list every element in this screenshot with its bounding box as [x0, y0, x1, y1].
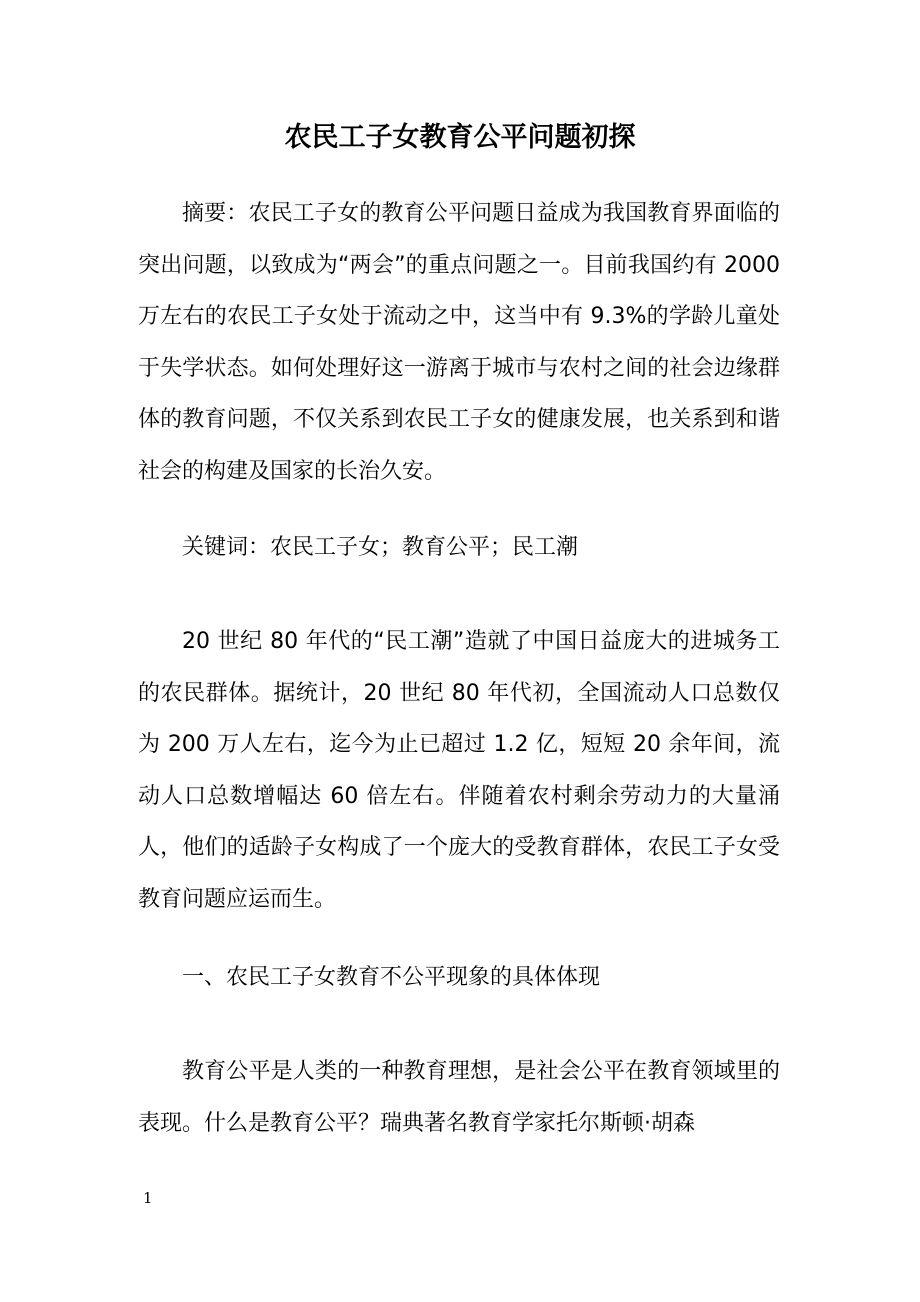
- intro-paragraph: 20 世纪 80 年代的“民工潮”造就了中国日益庞大的进城务工的农民群体。据统计，20 世纪 80 年代初，全国流动人口总数仅为 200 万人左右，迄今为止已超过 1.2 亿，短短 20 余年间，流动人口总数增幅达 60 倍左右。伴随着农村剩余劳动力的大量涌人，他们的适龄子女构成了一个庞大的受教育群体，农民工子女受教育问题应运而生。: [138, 629, 780, 912]
- section-heading: 一、农民工子女教育不公平现象的具体体现: [182, 965, 601, 990]
- keywords-paragraph: 关键词：农民工子女；教育公平；民工潮: [182, 535, 579, 560]
- abstract-paragraph: 摘要：农民工子女的教育公平问题日益成为我国教育界面临的突出问题，以致成为“两会”的重点问题之一。目前我国约有 2000 万左右的农民工子女处于流动之中，这当中有 9.3%的学龄儿童处于失学状态。如何处理好这一游离于城市与农村之间的社会边缘群体的教育问题，不仅关系到农民工子女的健康发展，也关系到和谐社会的构建及国家的长治久安。: [138, 201, 780, 484]
- page-number: 1: [143, 1189, 153, 1207]
- equity-paragraph: 教育公平是人类的一种教育理想，是社会公平在教育领域里的表现。什么是教育公平？瑞典著名教育学家托尔斯顿·胡森: [138, 1059, 780, 1136]
- document-title: 农民工子女教育公平问题初探: [284, 122, 636, 153]
